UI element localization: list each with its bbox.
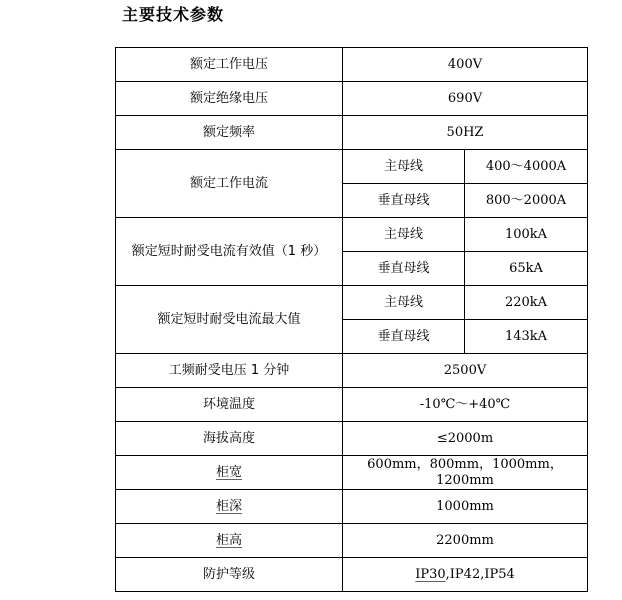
sub-label: 主母线 xyxy=(343,150,465,184)
param-value: 100kA xyxy=(465,218,588,252)
table-row xyxy=(116,218,588,252)
page-title: 主要技术参数 xyxy=(122,5,225,24)
protection-rest: ,IP42,IP54 xyxy=(445,566,515,582)
param-label xyxy=(116,456,343,490)
param-label: 额定绝缘电压 xyxy=(116,82,343,116)
param-label xyxy=(116,490,343,524)
param-value: 2200mm xyxy=(343,524,588,558)
param-label: 额定短时耐受电流有效值（1 秒） xyxy=(116,218,343,286)
param-label: 额定工作电流 xyxy=(116,150,343,218)
ip30-link[interactable]: IP30 xyxy=(415,566,446,582)
param-label: 额定短时耐受电流最大值 xyxy=(116,286,343,354)
table-row xyxy=(116,150,588,184)
cabinet-height-link[interactable]: 柜高 xyxy=(215,532,242,548)
sub-label: 垂直母线 xyxy=(343,184,465,218)
table-row xyxy=(116,48,588,82)
param-value: 400V xyxy=(343,48,588,82)
sub-label: 垂直母线 xyxy=(343,252,465,286)
table-row xyxy=(116,286,588,320)
param-value: ≤2000m xyxy=(343,422,588,456)
param-value: 65kA xyxy=(465,252,588,286)
table-row xyxy=(116,116,588,150)
param-label: 防护等级 xyxy=(116,558,343,592)
table-row xyxy=(116,490,588,524)
cabinet-depth-link[interactable]: 柜深 xyxy=(215,498,242,514)
table-row xyxy=(116,558,588,592)
sub-label: 主母线 xyxy=(343,218,465,252)
table-row xyxy=(116,422,588,456)
table-row xyxy=(116,388,588,422)
param-value: 220kA xyxy=(465,286,588,320)
param-label: 工频耐受电压 1 分钟 xyxy=(116,354,343,388)
table-row xyxy=(116,456,588,490)
param-value: 2500V xyxy=(343,354,588,388)
param-label: 额定频率 xyxy=(116,116,343,150)
param-value: 690V xyxy=(343,82,588,116)
table-row xyxy=(116,524,588,558)
param-value: 600mm，800mm，1000mm，1200mm xyxy=(343,456,588,490)
table-row xyxy=(116,82,588,116)
spec-table xyxy=(115,47,588,592)
param-value xyxy=(343,558,588,592)
sub-label: 垂直母线 xyxy=(343,320,465,354)
sub-label: 主母线 xyxy=(343,286,465,320)
param-value: 50HZ xyxy=(343,116,588,150)
param-label xyxy=(116,524,343,558)
param-value: -10℃～+40℃ xyxy=(343,388,588,422)
cabinet-width-link[interactable]: 柜宽 xyxy=(215,464,242,480)
param-value: 800～2000A xyxy=(465,184,588,218)
param-value: 143kA xyxy=(465,320,588,354)
param-value: 400～4000A xyxy=(465,150,588,184)
param-label: 额定工作电压 xyxy=(116,48,343,82)
param-label: 环境温度 xyxy=(116,388,343,422)
param-value: 1000mm xyxy=(343,490,588,524)
table-row xyxy=(116,354,588,388)
param-label: 海拔高度 xyxy=(116,422,343,456)
